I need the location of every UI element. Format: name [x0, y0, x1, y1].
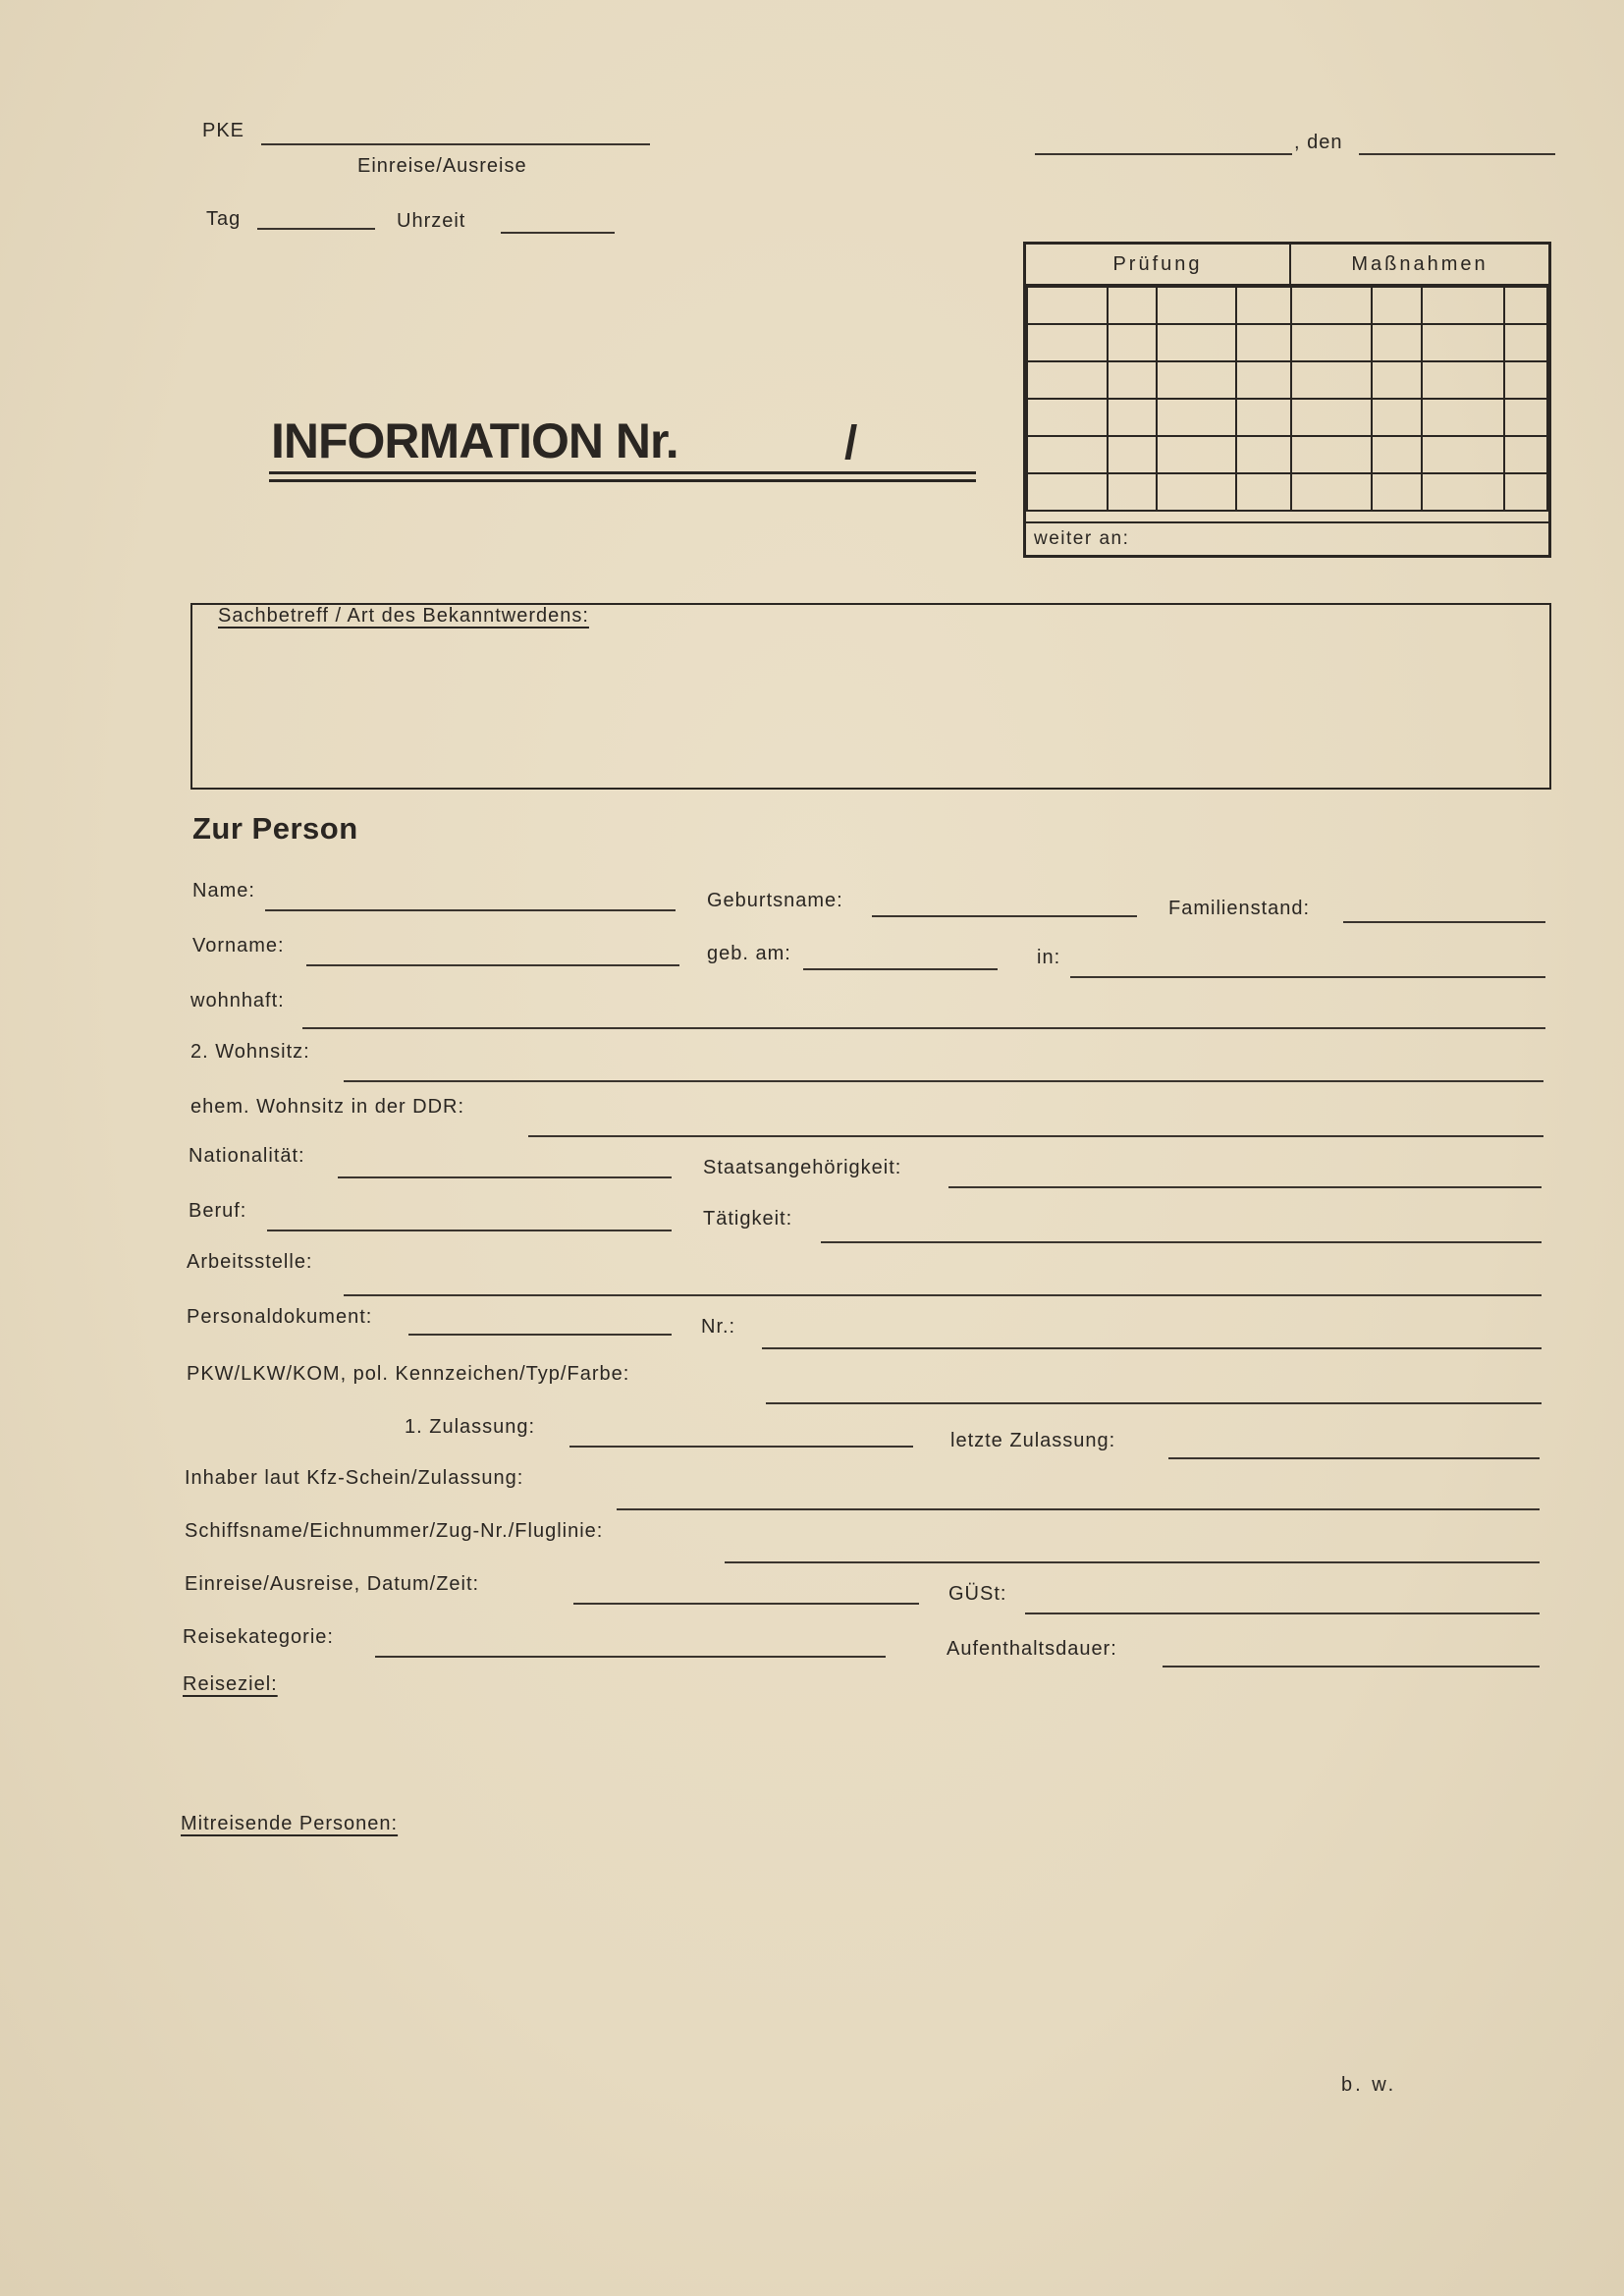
einreise-ausreise-label: Einreise/Ausreise [357, 155, 527, 177]
inhaber-label: Inhaber laut Kfz-Schein/Zulassung: [185, 1467, 524, 1489]
taetigkeit-label: Tätigkeit: [703, 1208, 793, 1230]
guest-label: GÜSt: [948, 1583, 1007, 1605]
title-rule [269, 471, 976, 474]
aufenthaltsdauer-label: Aufenthaltsdauer: [947, 1638, 1117, 1660]
pkw-field[interactable] [766, 1402, 1542, 1404]
wohnhaft-label: wohnhaft: [190, 990, 285, 1011]
wohnsitz2-label: 2. Wohnsitz: [190, 1041, 310, 1063]
ehem-wohnsitz-label: ehem. Wohnsitz in der DDR: [190, 1096, 465, 1118]
staatsangehoerigkeit-field[interactable] [948, 1186, 1542, 1188]
beruf-field[interactable] [267, 1230, 672, 1231]
pruefung-massnahmen-grid [1023, 242, 1551, 558]
familienstand-field[interactable] [1343, 921, 1545, 923]
aufenthaltsdauer-field[interactable] [1163, 1666, 1540, 1667]
personaldokument-label: Personaldokument: [187, 1306, 373, 1328]
personaldokument-field[interactable] [408, 1334, 672, 1336]
guest-field[interactable] [1025, 1613, 1540, 1614]
geb-am-label: geb. am: [707, 943, 791, 964]
nationalitaet-label: Nationalität: [189, 1145, 305, 1167]
wohnsitz2-field[interactable] [344, 1080, 1543, 1082]
vorname-label: Vorname: [192, 935, 285, 957]
wohnhaft-field[interactable] [302, 1027, 1545, 1029]
familienstand-label: Familienstand: [1168, 898, 1311, 919]
einreise-datum-field[interactable] [573, 1603, 919, 1605]
zulassung1-field[interactable] [569, 1446, 913, 1448]
nr-label: Nr.: [701, 1316, 736, 1338]
weiter-an-field[interactable]: weiter an: [1026, 521, 1548, 555]
date-field[interactable] [1359, 153, 1555, 155]
geburtsort-field[interactable] [1070, 976, 1545, 978]
staatsangehoerigkeit-label: Staatsangehörigkeit: [703, 1157, 902, 1178]
pke-field[interactable] [261, 143, 650, 145]
grid-table [1026, 286, 1548, 512]
arbeitsstelle-field[interactable] [344, 1294, 1542, 1296]
zulassung1-label: 1. Zulassung: [405, 1416, 536, 1438]
inhaber-field[interactable] [617, 1508, 1540, 1510]
reisekategorie-label: Reisekategorie: [183, 1626, 334, 1648]
title-rule-double [269, 479, 976, 482]
pke-label: PKE [202, 120, 245, 141]
tag-field[interactable] [257, 228, 375, 230]
sachbetreff-label: Sachbetreff / Art des Bekanntwerdens: [218, 605, 589, 627]
schiffsname-label: Schiffsname/Eichnummer/Zug-Nr./Fluglinie: [185, 1520, 604, 1542]
letzte-zulassung-label: letzte Zulassung: [950, 1430, 1116, 1451]
massnahmen-header: Maßnahmen [1291, 245, 1548, 286]
bitte-wenden-note: b. w. [1341, 2074, 1397, 2096]
geburtsname-label: Geburtsname: [707, 890, 843, 911]
vorname-field[interactable] [306, 964, 679, 966]
uhrzeit-field[interactable] [501, 232, 615, 234]
form-title: INFORMATION Nr. [271, 413, 678, 468]
grid-row [1027, 399, 1547, 436]
letzte-zulassung-field[interactable] [1168, 1457, 1540, 1459]
nationalitaet-field[interactable] [338, 1176, 672, 1178]
grid-row [1027, 473, 1547, 511]
den-label: , den [1294, 132, 1343, 153]
name-field[interactable] [265, 909, 676, 911]
reisekategorie-field[interactable] [375, 1656, 886, 1658]
taetigkeit-field[interactable] [821, 1241, 1542, 1243]
title-slash: / [844, 417, 858, 469]
dokument-nr-field[interactable] [762, 1347, 1542, 1349]
sachbetreff-box[interactable] [190, 603, 1551, 790]
pkw-label: PKW/LKW/KOM, pol. Kennzeichen/Typ/Farbe: [187, 1363, 630, 1385]
in-label: in: [1037, 947, 1061, 968]
ehem-wohnsitz-field[interactable] [528, 1135, 1543, 1137]
geburtsname-field[interactable] [872, 915, 1137, 917]
grid-row [1027, 361, 1547, 399]
grid-row [1027, 436, 1547, 473]
grid-row [1027, 324, 1547, 361]
reiseziel-label: Reiseziel: [183, 1673, 278, 1695]
beruf-label: Beruf: [189, 1200, 247, 1222]
geb-am-field[interactable] [803, 968, 998, 970]
name-label: Name: [192, 880, 255, 902]
arbeitsstelle-label: Arbeitsstelle: [187, 1251, 313, 1273]
tag-label: Tag [206, 208, 242, 230]
section-title: Zur Person [192, 811, 358, 846]
place-field[interactable] [1035, 153, 1292, 155]
schiffsname-field[interactable] [725, 1561, 1540, 1563]
einreise-datum-label: Einreise/Ausreise, Datum/Zeit: [185, 1573, 480, 1595]
grid-row [1027, 287, 1547, 324]
uhrzeit-label: Uhrzeit [397, 210, 466, 232]
mitreisende-label: Mitreisende Personen: [181, 1813, 399, 1834]
pruefung-header: Prüfung [1026, 245, 1291, 286]
